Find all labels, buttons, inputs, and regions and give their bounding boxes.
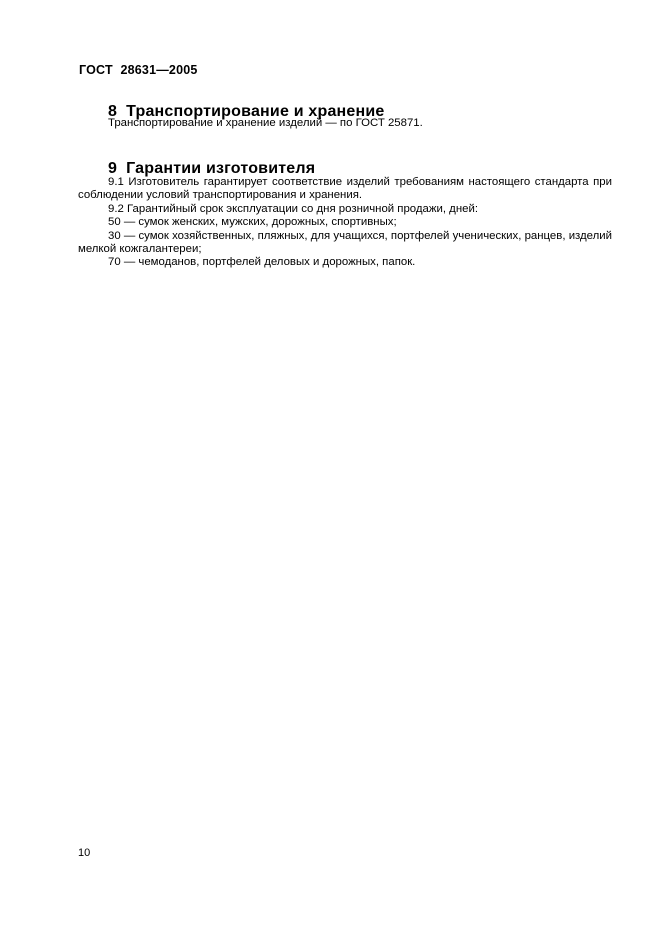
section-number: 9 [108,160,118,178]
page-number: 10 [78,847,91,859]
paragraph-term-70: 70 — чемоданов, портфелей деловых и дорожных, папок. [108,256,416,269]
paragraph-9-2: 9.2 Гарантийный срок эксплуатации со дня розничной продажи, дней: [108,202,478,215]
section-title: Гарантии изготовителя [126,160,316,178]
doc-code: ГОСТ 28631—2005 [79,63,198,77]
paragraph-term-50: 50 — сумок женских, мужских, дорожных, спортивных; [108,216,397,229]
section-title: Транспортирование и хранение [126,103,385,121]
paragraph-term-30: 30 — сумок хозяйственных, пляжных, для учащихся, портфелей ученических, ранцев, изделий мелкой кожгалантереи; [78,229,612,256]
warranty-text-block [78,176,612,270]
section-number: 8 [108,103,118,121]
paragraph-transport: Транспортирование и хранение изделий — по ГОСТ 25871. [108,117,423,129]
paragraph-9-1: 9.1 Изготовитель гарантирует соответствие изделий требованиям настоящего стандарта при соблюдении условий транспортирования и хранения. [78,176,612,202]
